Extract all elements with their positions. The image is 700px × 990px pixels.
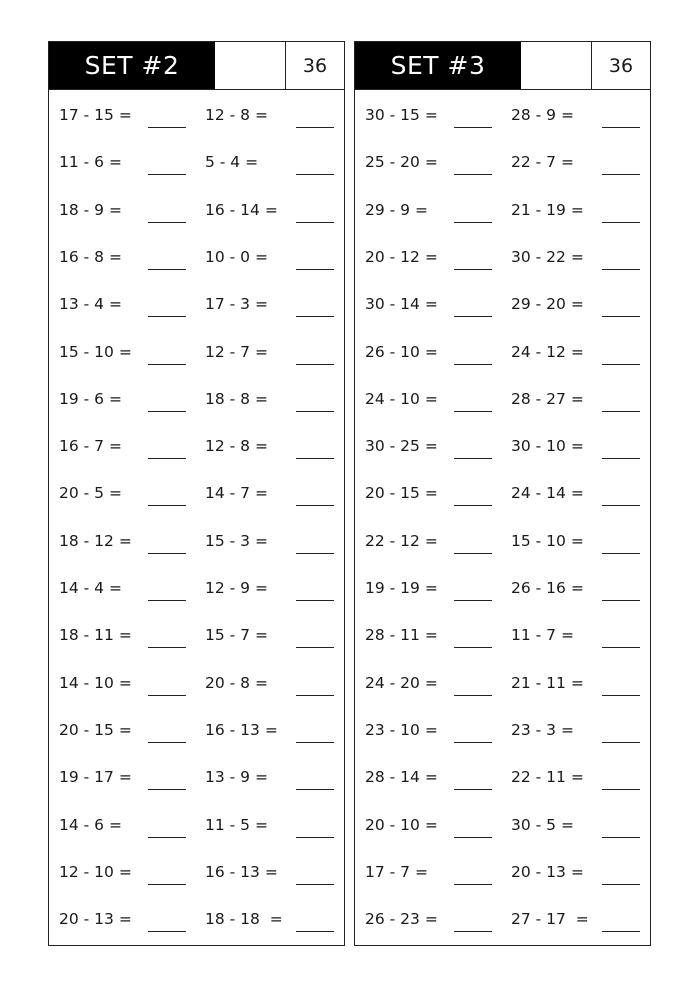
problem-row — [355, 862, 650, 892]
subtraction-problem: 27 - 17 = — [511, 910, 589, 929]
answer-blank[interactable] — [602, 647, 640, 648]
subtraction-problem: 18 - 18 = — [205, 910, 283, 929]
subtraction-problem: 15 - 10 = — [59, 342, 132, 361]
problem-row — [355, 815, 650, 845]
answer-blank[interactable] — [296, 789, 334, 790]
subtraction-problem: 30 - 15 = — [365, 106, 438, 124]
answer-blank[interactable] — [454, 742, 492, 743]
answer-blank[interactable] — [148, 695, 186, 696]
answer-blank[interactable] — [296, 837, 334, 838]
answer-blank[interactable] — [602, 884, 640, 885]
answer-blank[interactable] — [148, 505, 186, 506]
subtraction-problem: 14 - 6 = — [59, 815, 122, 834]
subtraction-problem: 20 - 8 = — [205, 673, 268, 692]
answer-blank[interactable] — [296, 222, 334, 223]
answer-blank[interactable] — [148, 884, 186, 885]
problem-row — [355, 152, 650, 182]
problem-row — [49, 294, 344, 324]
subtraction-problem: 20 - 13 = — [511, 862, 584, 881]
subtraction-problem: 5 - 4 = — [205, 153, 259, 172]
problem-row — [355, 294, 650, 324]
subtraction-problem: 15 - 7 = — [205, 626, 268, 645]
subtraction-problem: 12 - 8 = — [205, 106, 268, 124]
set-title: SET #2 — [49, 42, 215, 89]
answer-blank[interactable] — [454, 931, 492, 932]
answer-blank[interactable] — [148, 222, 186, 223]
answer-blank[interactable] — [148, 837, 186, 838]
answer-blank[interactable] — [454, 837, 492, 838]
subtraction-problem: 24 - 14 = — [511, 484, 584, 503]
subtraction-problem: 24 - 10 = — [365, 389, 438, 408]
subtraction-problem: 12 - 7 = — [205, 342, 268, 361]
subtraction-problem: 28 - 14 = — [365, 768, 438, 787]
set-header — [355, 42, 650, 90]
problem-row — [355, 625, 650, 655]
answer-blank[interactable] — [148, 269, 186, 270]
subtraction-problem: 18 - 9 = — [59, 200, 122, 219]
subtraction-problem: 20 - 15 = — [59, 720, 132, 739]
subtraction-problem: 23 - 3 = — [511, 720, 574, 739]
answer-blank[interactable] — [602, 222, 640, 223]
subtraction-problem: 13 - 4 = — [59, 295, 122, 314]
subtraction-problem: 30 - 14 = — [365, 295, 438, 314]
subtraction-problem: 20 - 12 = — [365, 247, 438, 266]
subtraction-problem: 19 - 17 = — [59, 768, 132, 787]
problem-row — [355, 247, 650, 277]
subtraction-problem: 30 - 5 = — [511, 815, 574, 834]
subtraction-problem: 20 - 15 = — [365, 484, 438, 503]
problem-row — [355, 200, 650, 230]
subtraction-problem: 14 - 10 = — [59, 673, 132, 692]
answer-blank[interactable] — [148, 127, 186, 128]
answer-blank[interactable] — [148, 789, 186, 790]
answer-blank[interactable] — [296, 553, 334, 554]
worksheet-set-3 — [354, 41, 651, 946]
subtraction-problem: 22 - 7 = — [511, 153, 574, 172]
problem-row — [49, 342, 344, 372]
problem-row — [355, 673, 650, 703]
answer-blank[interactable] — [148, 458, 186, 459]
subtraction-problem: 17 - 7 = — [365, 862, 428, 881]
subtraction-problem: 28 - 11 = — [365, 626, 438, 645]
answer-blank[interactable] — [454, 174, 492, 175]
answer-blank[interactable] — [148, 600, 186, 601]
subtraction-problem: 12 - 10 = — [59, 862, 132, 881]
answer-blank[interactable] — [454, 600, 492, 601]
problem-row — [355, 436, 650, 466]
answer-blank[interactable] — [296, 884, 334, 885]
answer-blank[interactable] — [148, 553, 186, 554]
answer-blank[interactable] — [296, 600, 334, 601]
subtraction-problem: 30 - 25 = — [365, 437, 438, 456]
problem-row — [49, 625, 344, 655]
subtraction-problem: 30 - 22 = — [511, 247, 584, 266]
answer-blank[interactable] — [602, 174, 640, 175]
score-total: 36 — [608, 54, 634, 77]
answer-blank[interactable] — [148, 411, 186, 412]
set-header — [49, 42, 344, 90]
answer-blank[interactable] — [296, 931, 334, 932]
answer-blank[interactable] — [602, 364, 640, 365]
problem-row — [49, 909, 344, 939]
subtraction-problem: 17 - 3 = — [205, 295, 268, 314]
problem-row — [49, 720, 344, 750]
subtraction-problem: 28 - 9 = — [511, 106, 574, 124]
name-field[interactable] — [215, 42, 286, 89]
problem-row — [49, 531, 344, 561]
answer-blank[interactable] — [602, 127, 640, 128]
subtraction-problem: 22 - 12 = — [365, 531, 438, 550]
subtraction-problem: 15 - 10 = — [511, 531, 584, 550]
subtraction-problem: 26 - 10 = — [365, 342, 438, 361]
answer-blank[interactable] — [454, 411, 492, 412]
subtraction-problem: 14 - 7 = — [205, 484, 268, 503]
subtraction-problem: 16 - 13 = — [205, 862, 278, 881]
answer-blank[interactable] — [454, 458, 492, 459]
subtraction-problem: 10 - 0 = — [205, 247, 268, 266]
subtraction-problem: 18 - 8 = — [205, 389, 268, 408]
answer-blank[interactable] — [602, 695, 640, 696]
subtraction-problem: 26 - 23 = — [365, 910, 438, 929]
answer-blank[interactable] — [296, 695, 334, 696]
subtraction-problem: 12 - 8 = — [205, 437, 268, 456]
answer-blank[interactable] — [296, 505, 334, 506]
answer-blank[interactable] — [602, 411, 640, 412]
subtraction-problem: 28 - 27 = — [511, 389, 584, 408]
answer-blank[interactable] — [454, 269, 492, 270]
subtraction-problem: 21 - 19 = — [511, 200, 584, 219]
answer-blank[interactable] — [602, 742, 640, 743]
subtraction-problem: 18 - 12 = — [59, 531, 132, 550]
problem-row — [49, 436, 344, 466]
answer-blank[interactable] — [148, 316, 186, 317]
answer-blank[interactable] — [602, 269, 640, 270]
answer-blank[interactable] — [454, 647, 492, 648]
answer-blank[interactable] — [454, 222, 492, 223]
subtraction-problem: 16 - 8 = — [59, 247, 122, 266]
answer-blank[interactable] — [454, 127, 492, 128]
answer-blank[interactable] — [148, 742, 186, 743]
answer-blank[interactable] — [296, 411, 334, 412]
answer-blank[interactable] — [296, 316, 334, 317]
problem-row — [355, 909, 650, 939]
answer-blank[interactable] — [148, 931, 186, 932]
subtraction-problem: 24 - 12 = — [511, 342, 584, 361]
answer-blank[interactable] — [296, 647, 334, 648]
problem-row — [49, 483, 344, 513]
subtraction-problem: 23 - 10 = — [365, 720, 438, 739]
problem-row — [49, 578, 344, 608]
subtraction-problem: 22 - 11 = — [511, 768, 584, 787]
subtraction-problem: 19 - 19 = — [365, 579, 438, 597]
subtraction-problem: 21 - 11 = — [511, 673, 584, 692]
answer-blank[interactable] — [454, 316, 492, 317]
answer-blank[interactable] — [454, 789, 492, 790]
problem-row — [355, 483, 650, 513]
subtraction-problem: 11 - 7 = — [511, 626, 574, 645]
answer-blank[interactable] — [454, 364, 492, 365]
set-title: SET #3 — [355, 42, 521, 89]
problem-row — [49, 389, 344, 419]
subtraction-problem: 20 - 10 = — [365, 815, 438, 834]
subtraction-problem: 26 - 16 = — [511, 579, 584, 597]
answer-blank[interactable] — [454, 884, 492, 885]
name-field[interactable] — [521, 42, 592, 89]
subtraction-problem: 13 - 9 = — [205, 768, 268, 787]
answer-blank[interactable] — [296, 174, 334, 175]
subtraction-problem: 29 - 9 = — [365, 200, 428, 219]
problem-row — [355, 342, 650, 372]
subtraction-problem: 16 - 14 = — [205, 200, 278, 219]
answer-blank[interactable] — [602, 600, 640, 601]
problem-row — [49, 200, 344, 230]
subtraction-problem: 29 - 20 = — [511, 295, 584, 314]
answer-blank[interactable] — [602, 458, 640, 459]
problem-row — [355, 578, 650, 608]
problem-row — [49, 105, 344, 135]
subtraction-problem: 20 - 13 = — [59, 910, 132, 929]
subtraction-problem: 30 - 10 = — [511, 437, 584, 456]
answer-blank[interactable] — [148, 174, 186, 175]
subtraction-problem: 25 - 20 = — [365, 153, 438, 172]
subtraction-problem: 11 - 5 = — [205, 815, 268, 834]
answer-blank[interactable] — [602, 505, 640, 506]
problem-row — [355, 720, 650, 750]
answer-blank[interactable] — [296, 269, 334, 270]
subtraction-problem: 12 - 9 = — [205, 579, 268, 597]
subtraction-problem: 19 - 6 = — [59, 389, 122, 408]
answer-blank[interactable] — [296, 364, 334, 365]
problem-row — [49, 247, 344, 277]
answer-blank[interactable] — [602, 931, 640, 932]
answer-blank[interactable] — [148, 647, 186, 648]
worksheet-set-2 — [48, 41, 345, 946]
subtraction-problem: 24 - 20 = — [365, 673, 438, 692]
problem-row — [49, 673, 344, 703]
subtraction-problem: 15 - 3 = — [205, 531, 268, 550]
problem-row — [49, 862, 344, 892]
answer-blank[interactable] — [454, 553, 492, 554]
subtraction-problem: 11 - 6 = — [59, 153, 122, 172]
answer-blank[interactable] — [602, 553, 640, 554]
problem-row — [355, 105, 650, 135]
subtraction-problem: 14 - 4 = — [59, 579, 122, 597]
problem-row — [49, 815, 344, 845]
problem-row — [355, 531, 650, 561]
score-total: 36 — [302, 54, 328, 77]
subtraction-problem: 16 - 7 = — [59, 437, 122, 456]
answer-blank[interactable] — [148, 364, 186, 365]
answer-blank[interactable] — [602, 837, 640, 838]
subtraction-problem: 16 - 13 = — [205, 720, 278, 739]
answer-blank[interactable] — [296, 458, 334, 459]
problem-row — [355, 767, 650, 797]
answer-blank[interactable] — [454, 695, 492, 696]
problem-row — [49, 152, 344, 182]
subtraction-problem: 18 - 11 = — [59, 626, 132, 645]
answer-blank[interactable] — [296, 742, 334, 743]
problem-row — [49, 767, 344, 797]
answer-blank[interactable] — [454, 505, 492, 506]
answer-blank[interactable] — [602, 789, 640, 790]
subtraction-problem: 20 - 5 = — [59, 484, 122, 503]
subtraction-problem: 17 - 15 = — [59, 106, 132, 124]
answer-blank[interactable] — [602, 316, 640, 317]
answer-blank[interactable] — [296, 127, 334, 128]
problem-row — [355, 389, 650, 419]
